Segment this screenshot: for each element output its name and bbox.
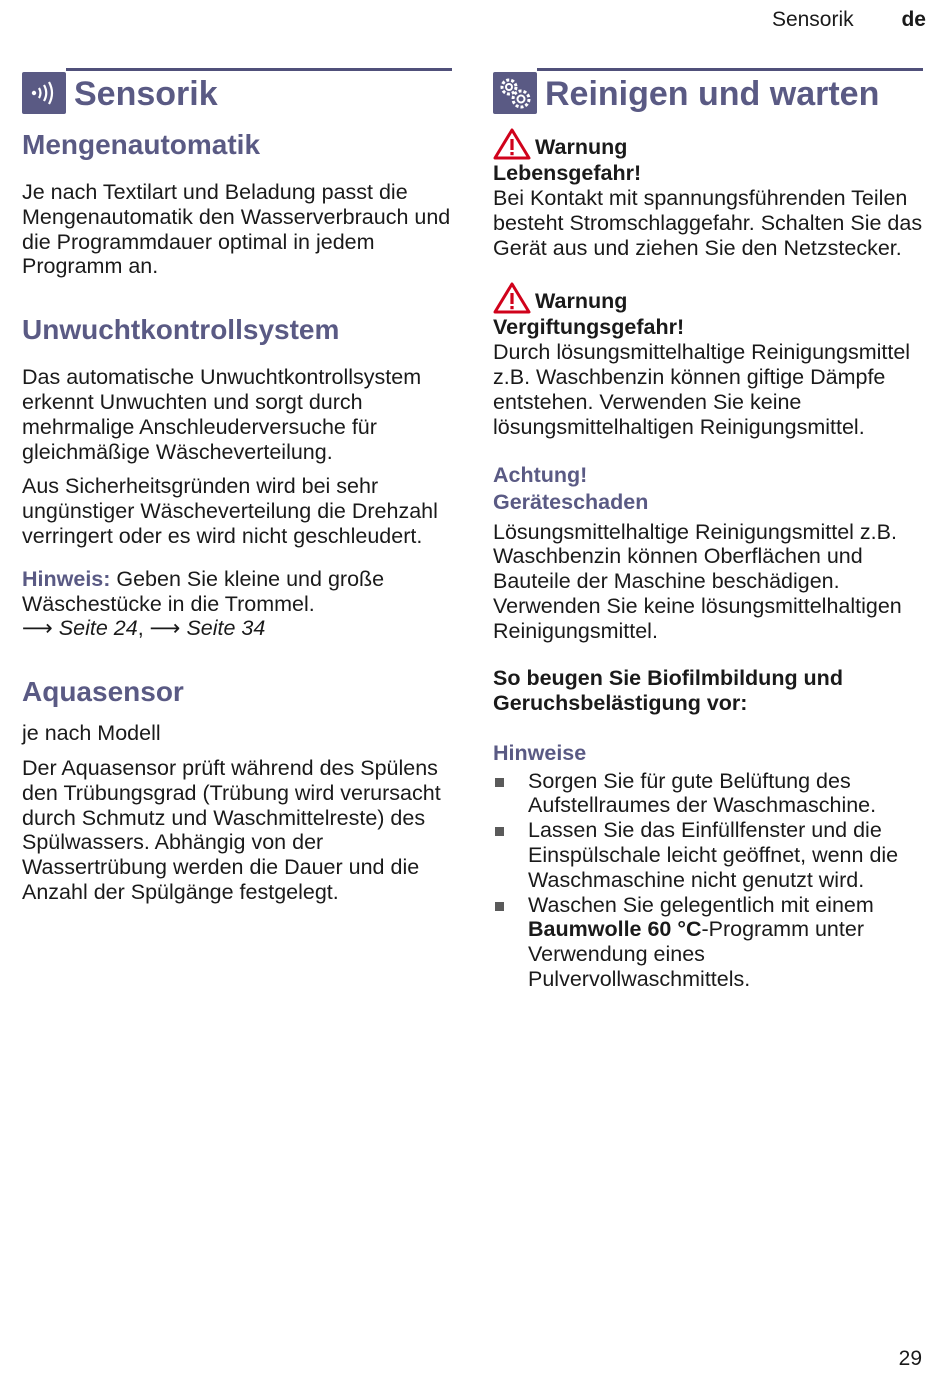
cross-reference-arrow-icon: ⟶ [149, 616, 181, 641]
warning-headline: Vergiftungsgefahr! [493, 315, 685, 340]
list-item [493, 893, 923, 992]
warning-headline: Lebensgefahr! [493, 161, 642, 185]
list-item [493, 818, 923, 892]
hints-list [493, 769, 923, 992]
hints-label: Hinweise [493, 740, 587, 765]
page-reference-link[interactable]: Seite 34 [180, 616, 266, 641]
caution-label: Achtung! [493, 462, 588, 487]
square-bullet-icon [495, 827, 504, 836]
warning-text: Durch lösungsmittelhaltige Reinigungsmittel z.B. Waschbenzin können giftige Dämpfe entstehen. Verwenden Sie keine lösungsmittelhaltigen Reinigungsmittel. [493, 340, 911, 439]
chapter-title: Reinigen und warten [545, 75, 880, 113]
list-item-text-post: -Programm unter Verwendung eines Pulvervollwaschmittels. [528, 917, 864, 991]
warning-label: Warnung [535, 135, 628, 159]
unwucht-text-2: Aus Sicherheitsgründen wird bei sehr ungünstiger Wäscheverteilung die Drehzahl verringert oder es wird nicht geschleudert. [22, 474, 438, 548]
hint-label: Hinweis: [22, 566, 111, 591]
page-reference-link[interactable]: Seite 24 [52, 616, 138, 641]
biofilm-heading: So beugen Sie Biofilmbildung und Geruchsbelästigung vor: [493, 665, 843, 715]
running-head-language: de [901, 8, 926, 31]
caution-text-1: Lösungsmittelhaltige Reinigungsmittel z.B. Waschbenzin können Oberflächen und Bauteile der Maschine beschädigen. [493, 519, 897, 594]
right-column [493, 68, 923, 992]
list-item-text: Sorgen Sie für gute Belüftung des Aufstellraumes der Waschmaschine. [528, 768, 877, 818]
warning-triangle-icon [493, 282, 531, 314]
hint-paragraph [22, 567, 452, 641]
program-name: Baumwolle 60 °C [528, 917, 702, 942]
warning-title [493, 128, 923, 160]
running-head-section: Sensorik [771, 8, 854, 31]
running-head [772, 8, 926, 32]
list-item [493, 769, 923, 819]
page-number: 29 [898, 1347, 922, 1370]
list-item-text: Lassen Sie das Einfüllfenster und die Einspülschale leicht geöffnet, wenn die Waschmaschine nicht genutzt wird. [528, 818, 899, 892]
section-title-aquasensor: Aquasensor [22, 676, 184, 708]
warning-block-vergiftungsgefahr [493, 282, 923, 439]
warning-text: Bei Kontakt mit spannungsführenden Teilen besteht Stromschlaggefahr. Schalten Sie das Gerät aus und ziehen Sie den Netzstecker. [493, 186, 923, 260]
square-bullet-icon [495, 902, 504, 911]
caution-headline: Geräteschaden [493, 489, 649, 514]
square-bullet-icon [495, 778, 504, 787]
caution-block [493, 462, 923, 644]
reference-separator: , [137, 616, 150, 641]
warning-block-lebensgefahr [493, 128, 923, 260]
chapter-title: Sensorik [74, 75, 218, 113]
chapter-reinigen [493, 68, 923, 116]
section-title-mengenautomatik: Mengenautomatik [22, 129, 261, 160]
cross-reference-arrow-icon: ⟶ [22, 616, 53, 641]
left-column [22, 68, 452, 915]
list-item-text-pre: Waschen Sie gelegentlich mit einem [528, 892, 874, 917]
caution-text-2: Verwenden Sie keine lösungsmittelhaltigen Reinigungsmittel. [493, 593, 902, 643]
gears-icon [493, 72, 537, 114]
mengenautomatik-text: Je nach Textilart und Beladung passt die Mengenautomatik den Wasserverbrauch und die Programmdauer optimal in jedem Programm an. [22, 180, 451, 279]
warning-label: Warnung [535, 289, 628, 314]
aquasensor-subtitle: je nach Modell [22, 721, 161, 746]
section-title-unwuchtkontrollsystem: Unwuchtkontrollsystem [22, 314, 340, 346]
warning-title [493, 282, 923, 314]
warning-triangle-icon [493, 128, 531, 160]
unwucht-text-1: Das automatische Unwuchtkontrollsystem erkennt Unwuchten und sorgt durch mehrmalige Anschleuderversuche für gleichmäßige Wäscheverteilung. [22, 365, 422, 464]
chapter-sensorik [22, 68, 452, 116]
hint-text: Geben Sie kleine und große Wäschestücke in die Trommel. [22, 566, 385, 616]
sensor-waves-icon [22, 72, 66, 114]
aquasensor-text: Der Aquasensor prüft während des Spülens den Trübungsgrad (Trübung wird verursacht durch Schmutz und Waschmittelreste) des Spülwassers. Abhängig von der Wassertrübung werden die Dauer und die Anzahl der Spülgänge festgelegt. [22, 755, 441, 904]
